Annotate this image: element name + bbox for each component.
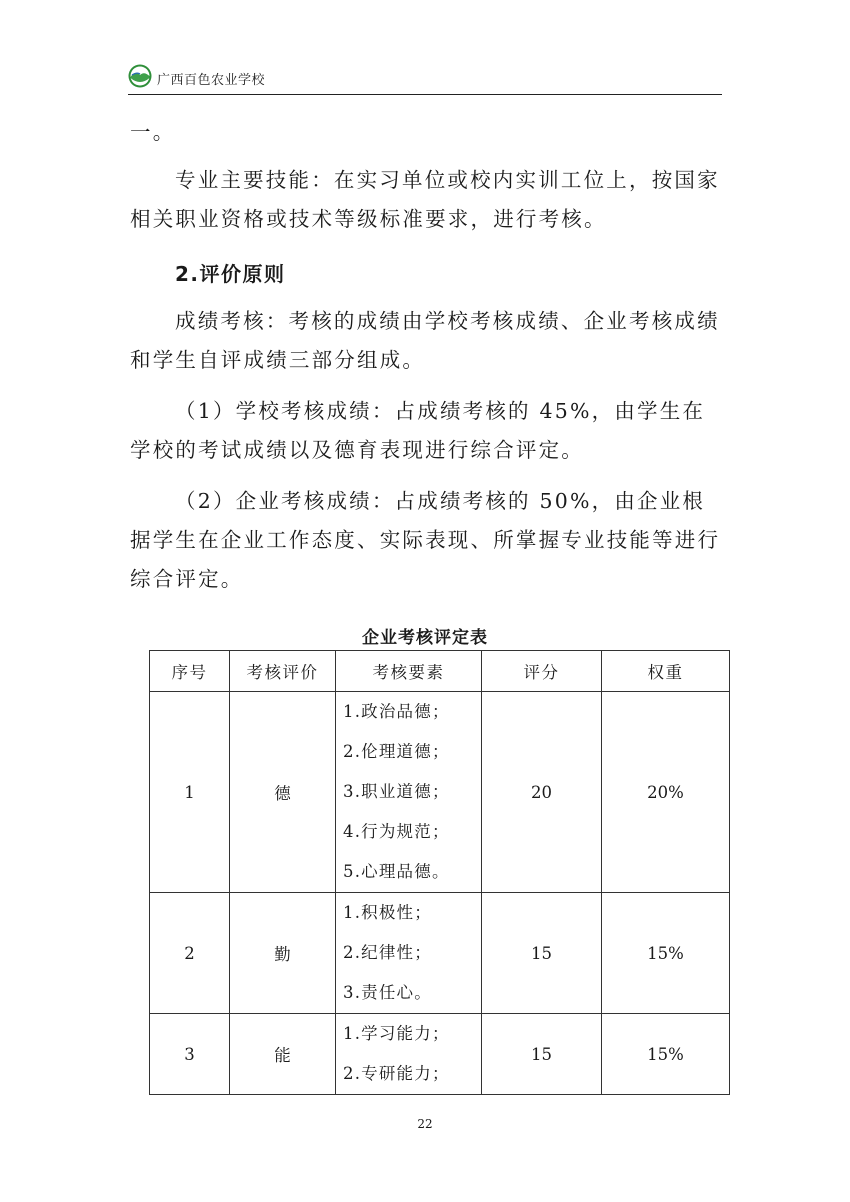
column-header: 考核评价 <box>230 651 336 692</box>
paragraph-continuation: 一。 <box>130 120 176 144</box>
row-number: 2 <box>150 893 230 1014</box>
factor-item: 4.行为规范； <box>343 822 450 841</box>
row-weight: 15% <box>602 1014 730 1095</box>
table-title: 企业考核评定表 <box>362 628 488 648</box>
row-score: 15 <box>482 1014 602 1095</box>
row-weight: 15% <box>602 893 730 1014</box>
row-category: 德 <box>230 692 336 893</box>
row-score: 15 <box>482 893 602 1014</box>
factor-item: 3.责任心。 <box>343 983 432 1002</box>
paragraph-school-assessment: （1）学校考核成绩：占成绩考核的 45%，由学生在学校的考试成绩以及德育表现进行综合评定。 <box>130 399 706 462</box>
factor-item: 2.伦理道德； <box>343 742 450 761</box>
row-weight: 20% <box>602 692 730 893</box>
row-number: 3 <box>150 1014 230 1095</box>
factor-item: 1.学习能力； <box>343 1024 450 1043</box>
table-row <box>150 692 730 893</box>
factor-item: 3.职业道德； <box>343 782 450 801</box>
row-score: 20 <box>482 692 602 893</box>
table-row <box>150 893 730 1014</box>
row-category: 勤 <box>230 893 336 1014</box>
school-name: 广西百色农业学校 <box>157 73 266 88</box>
table-row <box>150 1014 730 1095</box>
row-factors <box>336 692 482 893</box>
column-header: 序号 <box>150 651 230 692</box>
table-header-row <box>150 651 730 692</box>
paragraph-grade-assessment: 成绩考核：考核的成绩由学校考核成绩、企业考核成绩和学生自评成绩三部分组成。 <box>130 309 720 372</box>
paragraph-main-skills: 专业主要技能：在实习单位或校内实训工位上，按国家相关职业资格或技术等级标准要求，进行考核。 <box>130 168 720 231</box>
factor-item: 1.政治品德； <box>343 702 450 721</box>
page-header <box>128 58 722 95</box>
column-header: 考核要素 <box>336 651 482 692</box>
factor-item: 1.积极性； <box>343 903 432 922</box>
school-logo-icon <box>128 64 152 88</box>
row-factors <box>336 1014 482 1095</box>
row-number: 1 <box>150 692 230 893</box>
factor-item: 5.心理品德。 <box>343 862 450 881</box>
section-heading: 2.评价原则 <box>175 262 286 286</box>
paragraph-enterprise-assessment: （2）企业考核成绩：占成绩考核的 50%，由企业根据学生在企业工作态度、实际表现、所掌握专业技能等进行综合评定。 <box>130 489 721 591</box>
column-header: 权重 <box>602 651 730 692</box>
factor-item: 2.专研能力； <box>343 1064 450 1083</box>
row-category: 能 <box>230 1014 336 1095</box>
evaluation-table <box>149 650 730 1095</box>
page-number: 22 <box>417 1117 433 1131</box>
column-header: 评分 <box>482 651 602 692</box>
factor-item: 2.纪律性； <box>343 943 432 962</box>
row-factors <box>336 893 482 1014</box>
